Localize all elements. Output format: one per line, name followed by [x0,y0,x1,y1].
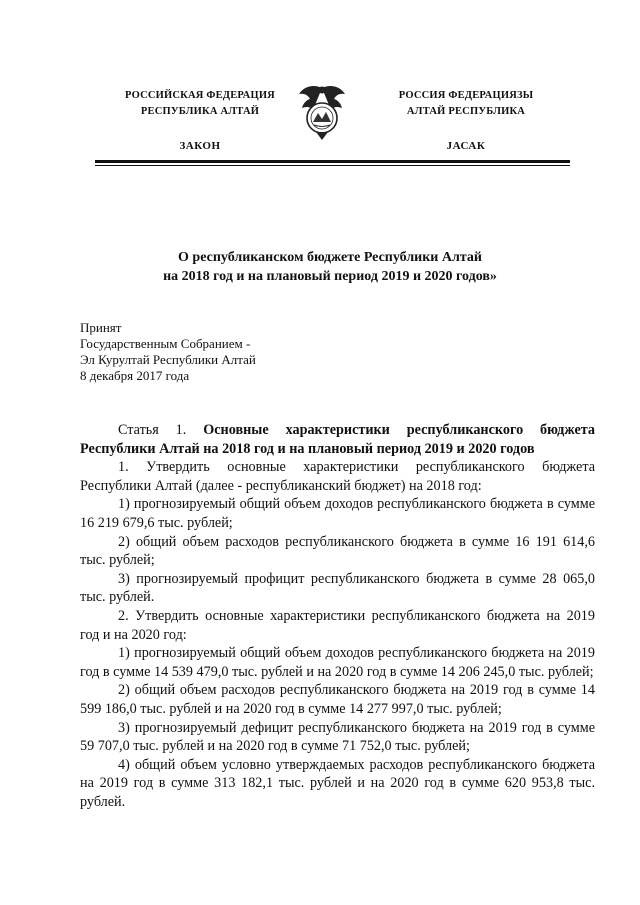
article-1-item-2-3: 3) прогнозируемый дефицит республиканского бюджета на 2019 год в сумме 59 707,0 тыс. рублей и на 2020 год в сумме 71 752,0 тыс. рублей; [80,719,595,755]
article-1-item-1-2: 2) общий объем расходов республиканского бюджета в сумме 16 191 614,6 тыс. рублей; [80,533,595,569]
article-1-label: Статья 1. [118,422,204,438]
law-title [80,248,580,286]
article-1-heading [80,421,595,458]
header-left-country: РОССИЙСКАЯ ФЕДЕРАЦИЯ [125,90,275,101]
article-1-paragraph-1: 1. Утвердить основные характеристики республиканского бюджета Республики Алтай (далее - республиканский бюджет) на 2018 год: [80,459,595,494]
adoption-line-3: Эл Курултай Республики Алтай [80,352,256,367]
adoption-block [80,320,380,384]
law-title-line-1: О республиканском бюджете Республики Алтай [178,250,482,265]
header-left-republic: РЕСПУБЛИКА АЛТАЙ [140,106,260,117]
header-divider-thin [95,165,570,166]
article-1-item-2-1: 1) прогнозируемый общий объем доходов республиканского бюджета на 2019 год в сумме 14 539 479,0 тыс. рублей и на 2020 год в сумме 14 206 245,0 тыс. рублей; [80,645,595,680]
law-title-line-2: на 2018 год и на плановый период 2019 и 2020 годов» [163,269,497,284]
article-1-paragraph-2: 2. Утвердить основные характеристики республиканского бюджета на 2019 год и на 2020 год: [80,607,595,643]
header-left-law: ЗАКОН [179,140,221,152]
header-right-republic: АЛТАЙ РЕСПУБЛИКА [406,106,526,117]
coat-of-arms-emblem-icon [296,80,348,142]
article-1-item-2-2: 2) общий объем расходов республиканского бюджета на 2019 год в сумме 14 599 186,0 тыс. рублей и на 2020 год в сумме 14 277 997,0 тыс. рублей; [80,682,595,717]
header-divider-thick [95,160,570,163]
header-right [366,88,566,154]
article-1-item-1-3: 3) прогнозируемый профицит республиканского бюджета в сумме 28 065,0 тыс. рублей. [80,570,595,606]
article-1-title: Основные характеристики республиканского бюджета Республики Алтай на 2018 год и на плановый период 2019 и 2020 годов [80,422,595,457]
article-1 [80,421,595,811]
header-right-country: РОССИЯ ФЕДЕРАЦИЯЗЫ [398,90,534,101]
adoption-date: 8 декабря 2017 года [80,368,190,383]
adoption-line-1: Принят [80,320,122,335]
adoption-line-2: Государственным Собранием - [80,336,251,351]
header-right-law: ЈАСАК [446,140,486,152]
article-1-item-2-4: 4) общий объем условно утверждаемых расходов республиканского бюджета на 2019 год в сумме 313 182,1 тыс. рублей и на 2020 год в сумме 620 953,8 тыс. рублей. [80,756,595,810]
header-left [100,88,300,154]
article-1-item-1-1: 1) прогнозируемый общий объем доходов республиканского бюджета в сумме 16 219 679,6 тыс. рублей; [80,496,595,531]
